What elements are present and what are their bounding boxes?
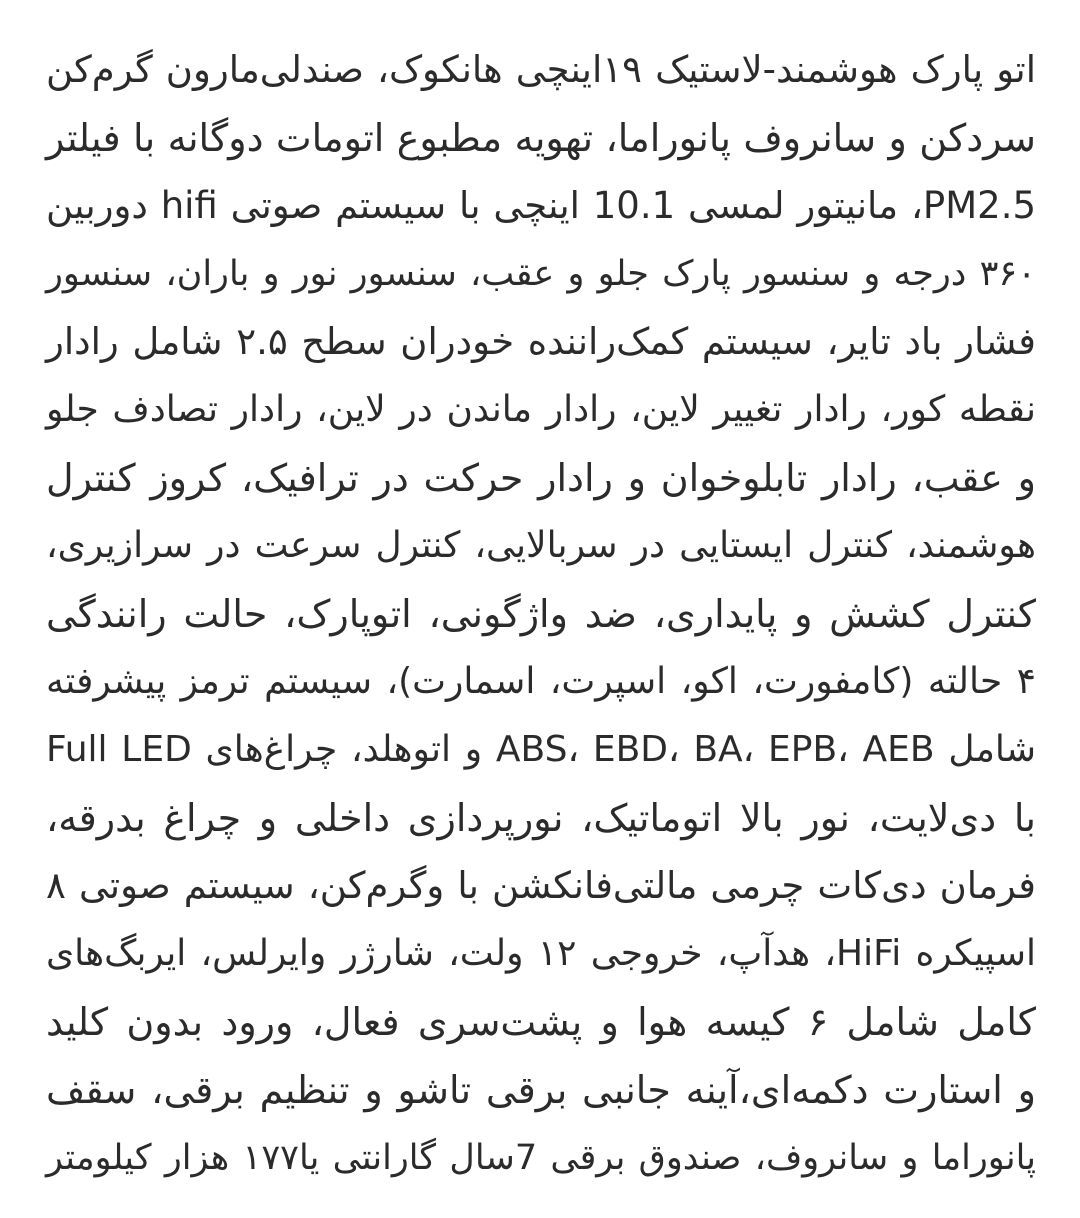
text-line: کامل شامل ۶ کیسه هوا و پشت‌سری فعال، ورود بدون کلید <box>46 1000 1036 1044</box>
text-line: PM2.5، مانیتور لمسی 10.1 اینچی با سیستم صوتی hifi دوربین <box>46 184 1036 227</box>
text-line: هوشمند، کنترل ایستایی در سربالایی، کنترل سرعت در سرازیری، <box>46 525 1036 566</box>
text-line: فرمان دی‌کات چرمی مالتی‌فانکشن با وگرم‌کن، سیستم صوتی ۸ <box>46 864 1036 907</box>
text-line: ۳۶۰ درجه و سنسور پارک جلو و عقب، سنسور نور و باران، سنسور <box>46 254 1036 294</box>
article-body <box>46 36 1036 1192</box>
text-line: با دی‌لایت، نور بالا اتوماتیک، نورپردازی داخلی و چراغ بدرقه، <box>46 796 1036 840</box>
text-line: نقطه کور، رادار تغییر لاین، رادار ماندن در لاین، رادار تصادف جلو <box>46 389 1036 430</box>
text-line: اسپیکره HiFi، هدآپ، خروجی ۱۲ ولت، شارژر وایرلس، ایربگ‌های <box>46 933 1036 974</box>
text-line: و استارت دکمه‌ای،آینه جانبی برقی تاشو و تنظیم برقی، سقف <box>46 1068 1036 1112</box>
text-line: فشار باد تایر، سیستم کمک‌راننده خودران سطح ۲.۵ شامل رادار <box>46 320 1036 363</box>
text-line: کنترل کشش و پایداری، ضد واژگونی، اتوپارک، حالت رانندگی <box>46 592 1036 636</box>
text-line: سردکن و سانروف پانوراما، تهویه مطبوع اتومات دوگانه با فیلتر <box>46 116 1036 160</box>
text-line: اتو پارک هوشمند-لاستیک ۱۹اینچی هانکوک، صندلی‌مارون گرم‌کن <box>46 48 1036 91</box>
text-line: و عقب، رادار تابلوخوان و رادار حرکت در ترافیک، کروز کنترل <box>46 456 1036 500</box>
text-line: پانوراما و سانروف، صندوق برقی 7سال گارانتی یا۱۷۷ هزار کیلومتر <box>46 1138 1036 1178</box>
text-line: ۴ حالته (کامفورت، اکو، اسپرت، اسمارت)، سیستم ترمز پیشرفته <box>46 661 1036 702</box>
text-line: شامل ABS، EBD، BA، EPB، AEB و اتوهلد، چراغ‌های Full LED <box>46 729 1037 770</box>
